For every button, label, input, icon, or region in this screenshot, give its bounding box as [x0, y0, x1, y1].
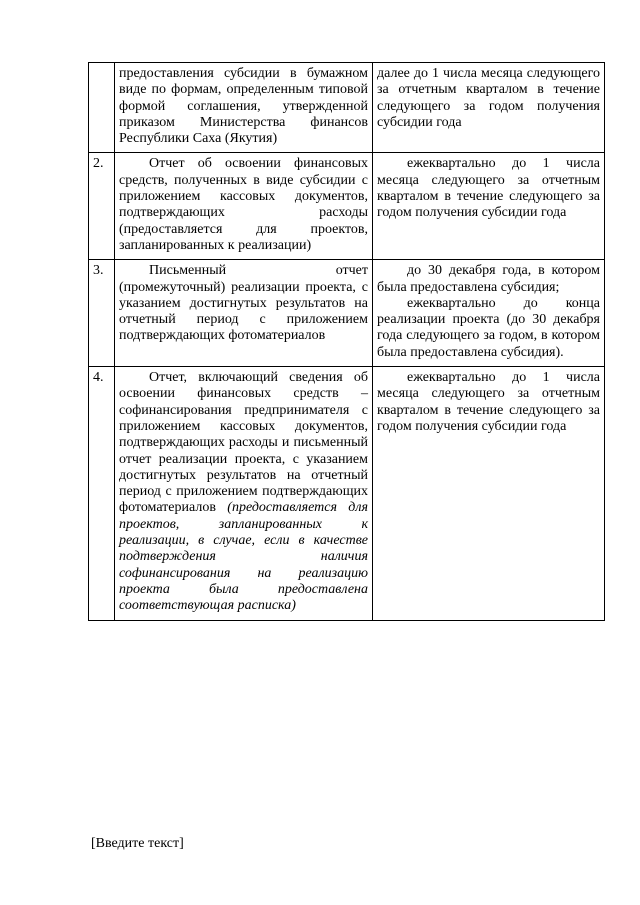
report-deadline	[373, 63, 605, 153]
report-text	[119, 370, 368, 614]
table-row	[89, 260, 605, 367]
deadline-text: ежеквартально до 1 числа месяца следующего за отчетным кварталом в течение следующего за годом получения субсидии года	[377, 370, 600, 434]
report-main-text: Отчет, включающий сведения об освоении финансовых средств – софинансирования предпринимателя с приложением кассовых документов, подтверждающих расходы и письменный отчет реализации проекта, с указанием достигнутых результатов на отчетный период с приложением подтверждающих фотоматериалов	[119, 370, 368, 516]
table-row	[89, 367, 605, 620]
report-description	[115, 153, 373, 260]
report-text: Письменный отчет (промежуточный) реализации проекта, с указанием достигнутых результатов на отчетный период с приложением подтверждающих фотоматериалов	[119, 263, 368, 344]
report-text: Отчет об освоении финансовых средств, полученных в виде субсидии с приложением кассовых документов, подтверждающих расходы (предоставляется для проектов, запланированных к реализации)	[119, 156, 368, 253]
report-deadline	[373, 260, 605, 367]
deadline-text: до 30 декабря года, в котором была предоставлена субсидия;	[377, 263, 600, 295]
footer-placeholder[interactable]: [Введите текст]	[91, 836, 184, 851]
report-text: предоставления субсидии в бумажном виде по формам, определенным типовой формой соглашения, утвержденной приказом Министерства финансов Республики Саха (Якутия)	[119, 66, 368, 147]
table-row	[89, 153, 605, 260]
table-row	[89, 63, 605, 153]
row-number: 4.	[89, 367, 115, 620]
row-number: 2.	[89, 153, 115, 260]
deadline-text: ежеквартально до 1 числа месяца следующего за отчетным кварталом в течение следующего за годом получения субсидии года	[377, 156, 600, 221]
report-description	[115, 260, 373, 367]
report-requirements-table	[88, 62, 605, 621]
row-number	[89, 63, 115, 153]
report-description	[115, 63, 373, 153]
report-deadline	[373, 367, 605, 620]
row-number: 3.	[89, 260, 115, 367]
deadline-text: далее до 1 числа месяца следующего за отчетным кварталом в течение следующего за годом получения субсидии года	[377, 66, 600, 130]
deadline-text: ежеквартально до конца реализации проекта (до 30 декабря года следующего за годом, в котором была предоставлена субсидия).	[377, 295, 600, 360]
report-deadline	[373, 153, 605, 260]
report-note: (предоставляется для проектов, запланированных к реализации, в случае, если в качестве подтверждения наличия софинансирования на реализацию проекта была предоставлена соответствующая расписка)	[119, 500, 368, 614]
report-description	[115, 367, 373, 620]
